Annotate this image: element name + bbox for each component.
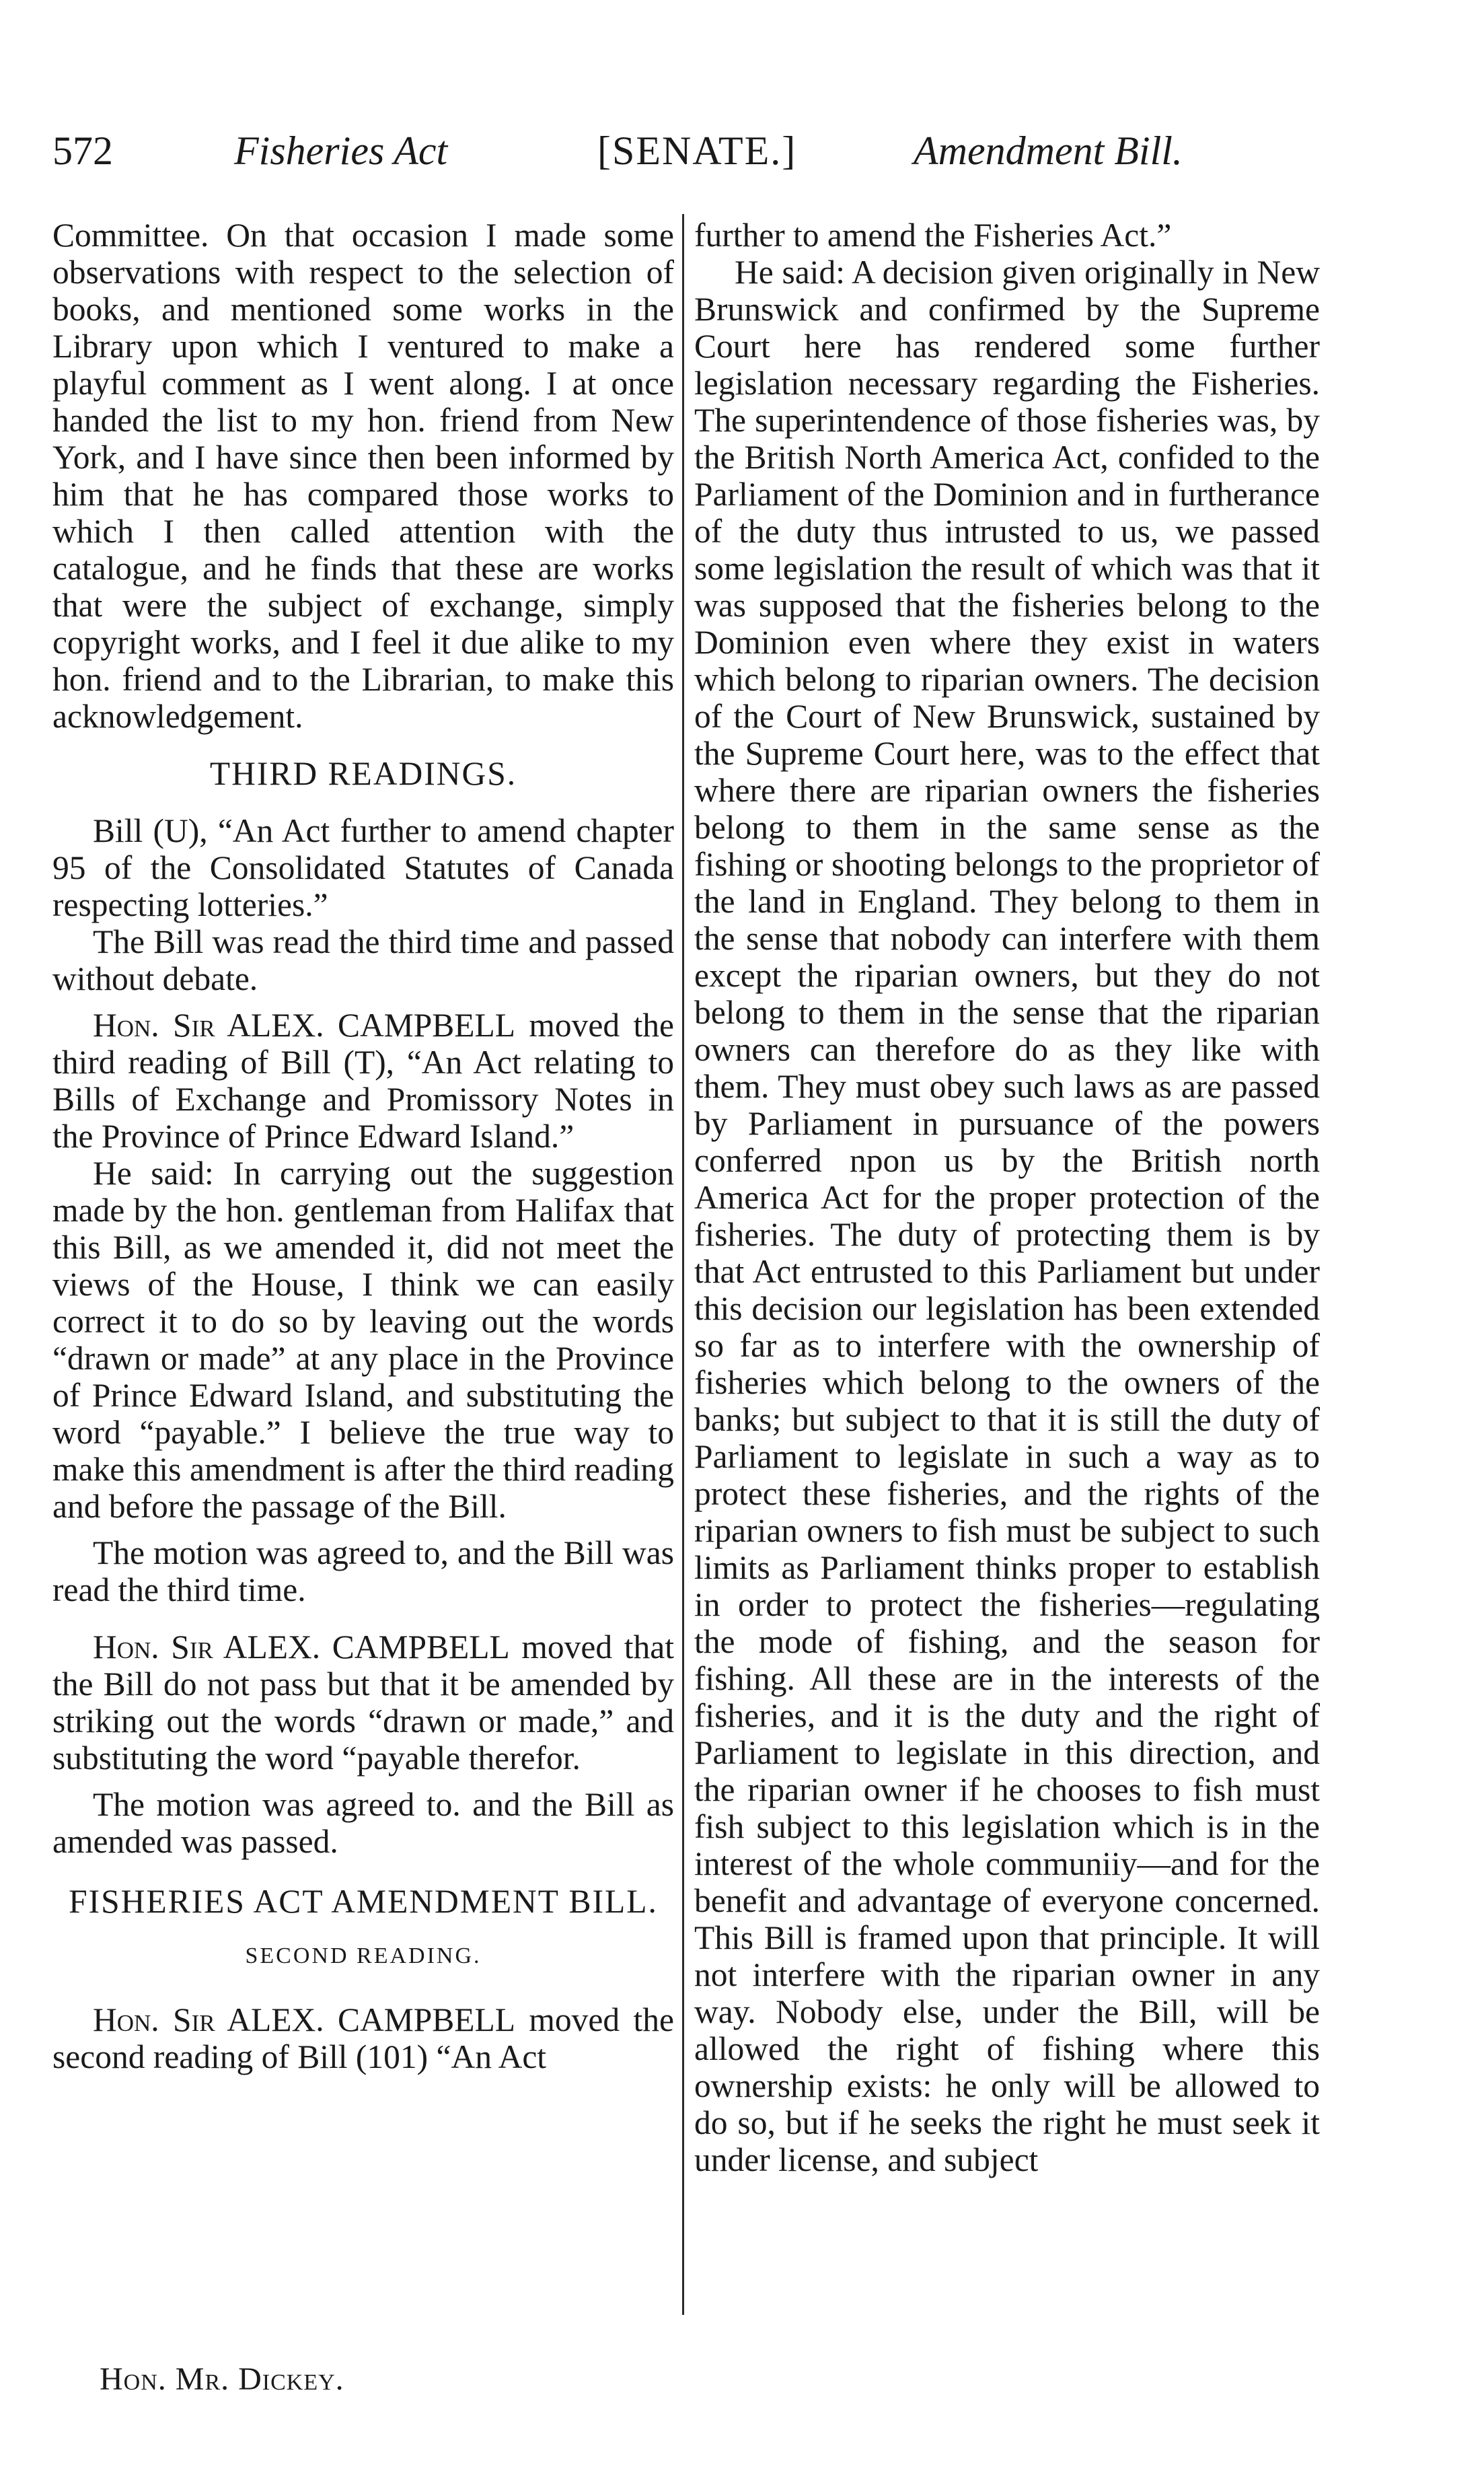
motion-text: moved the second reading of Bill (101) “An Act bbox=[52, 2001, 674, 2075]
motion-text: moved the third reading of Bill (T), “An Act relating to Bills of Exchange and Promissory Notes in the Province of Prince Edward Island.” bbox=[52, 1007, 674, 1155]
paragraph-committee: Committee. On that occasion I made some observations with respect to the selection of books, and mentioned some works in the Library upon which I ventured to make a playful comment as I went along. I at once handed the list to my hon. friend from New York, and I have since then been informed by him that he has compared those works to which I then called attention with the catalogue, and he finds that these are works that were the subject of exchange, simply copyright works, and I feel it due alike to my hon. friend and to the Librarian, to make this acknowledgement. bbox=[52, 217, 674, 735]
page-header bbox=[52, 128, 1304, 188]
paragraph-continuation: further to amend the Fisheries Act.” bbox=[694, 217, 1172, 254]
paragraph-motion-agreed: The motion was agreed to, and the Bill was read the third time. bbox=[52, 1534, 674, 1608]
speaker-name: Hon. Sir ALEX. CAMPBELL bbox=[93, 2001, 516, 2038]
paragraph-amended-passed: The motion was agreed to. and the Bill as amended was passed. bbox=[52, 1786, 674, 1860]
paragraph-fisheries-speech: He said: A decision given originally in New Brunswick and confirmed by the Supreme Court here has rendered some further legislation necessary regarding the Fisheries. The superintendence of those fisheries was, by the British North America Act, confided to the Parliament of the Dominion and in furtherance of the duty thus intrusted to us, we passed some legislation the result of which was that it was supposed that the fisheries belong to the Dominion even where they exist in waters which belong to riparian owners. The decision of the Court of New Brunswick, sustained by the Supreme Court here, was to the effect that where there are riparian owners the fisheries belong to them in the same sense as the fishing or shooting belongs to the proprietor of the land in England. They belong to them in the sense that nobody can interfere with them except the riparian owners, but they do not belong to them in the sense that the riparian owners can therefore do as they like with them. They must obey such laws as are passed by Parliament in pursuance of the powers conferred npon us by the British north America Act for the proper protection of the fisheries. The duty of protecting them is by that Act entrusted to this Parliament but under this decision our legislation has been extended so far as to interfere with the ownership of fisheries which belong to the owners of the banks; but subject to that it is still the duty of Parliament to legislate in such a way as to protect these fisheries, and the rights of the riparian owners to fish must be subject to such limits as Parliament thinks proper to establish in order to protect the fisheries—regulating the mode of fishing, and the season for fishing. All these are in the interests of the fisheries, and it is the duty and the right of Parliament to legislate in this direction, and the riparian owner if he chooses to fish must fish subject to this legislation which is in the interest of the whole communiiy—and for the benefit and advantage of everyone concerned. This Bill is framed upon that principle. It will not interfere with the riparian owner in any way. Nobody else, under the Bill, will be allowed the right of fishing where this ownership exists: he only will be allowed to do so, but if he seeks the right he must seek it under license, and subject bbox=[694, 254, 1320, 2178]
running-title-right: Amendment Bill. bbox=[914, 129, 1183, 173]
page-footer-speaker: Hon. Mr. Dickey. bbox=[100, 2361, 344, 2397]
speaker-name: Hon. Sir ALEX. CAMPBELL bbox=[93, 1007, 516, 1044]
paragraph-read-third-time: The Bill was read the third time and passed without debate. bbox=[52, 923, 674, 997]
motion-text: moved that the Bill do not pass but that it be amended by striking out the words “drawn or made,” and substituting the word “payable therefor. bbox=[52, 1628, 674, 1777]
paragraph-he-said: He said: In carrying out the suggestion made by the hon. gentleman from Halifax that this Bill, as we amended it, did not meet the views of the House, I think we can easily correct it to do so by leaving out the words “drawn or made” at any place in the Province of Prince Edward Island, and substituting the word “payable.” I believe the true way to make this amendment is after the third reading and before the passage of the Bill. bbox=[52, 1155, 674, 1525]
right-column bbox=[694, 217, 1320, 2178]
paragraph-motion-bill-t bbox=[52, 1007, 674, 1155]
running-title-left: Fisheries Act bbox=[234, 129, 448, 173]
column-divider bbox=[682, 214, 684, 2315]
paragraph-motion-second-reading bbox=[52, 2001, 674, 2075]
page-number: 572 bbox=[52, 129, 113, 173]
left-column bbox=[52, 217, 674, 2075]
running-title-center: [SENATE.] bbox=[597, 129, 797, 173]
heading-third-readings: THIRD READINGS. bbox=[209, 755, 517, 792]
heading-fisheries-act-amendment: FISHERIES ACT AMENDMENT BILL. bbox=[69, 1883, 658, 1920]
subheading-second-reading: SECOND READING. bbox=[245, 1943, 482, 1968]
paragraph-bill-u: Bill (U), “An Act further to amend chapter 95 of the Consolidated Statutes of Canada respecting lotteries.” bbox=[52, 812, 674, 923]
speaker-name: Hon. Sir ALEX. CAMPBELL bbox=[93, 1628, 510, 1666]
paragraph-motion-amend bbox=[52, 1628, 674, 1777]
